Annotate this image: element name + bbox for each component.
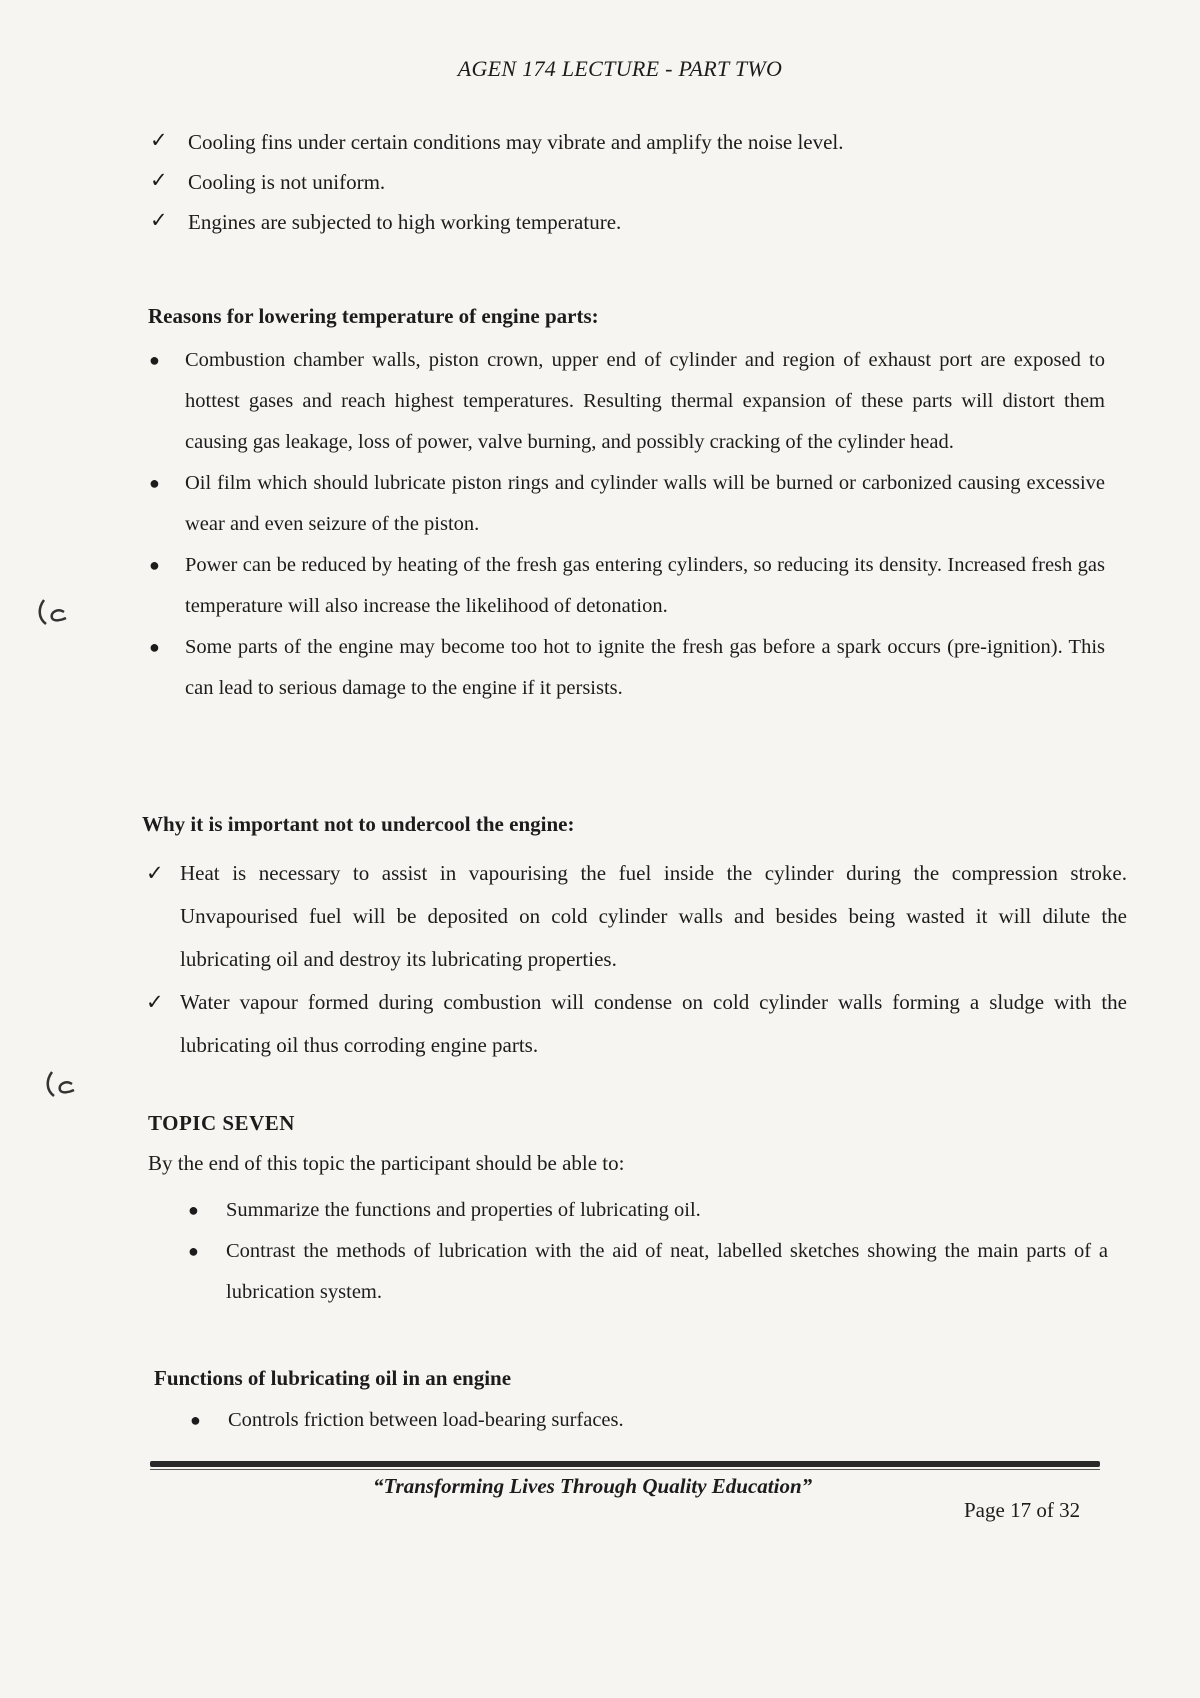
bullet-icon: ● [188,1200,199,1220]
list-item: ✓ Engines are subjected to high working temperature. [150,208,622,234]
topic-intro: By the end of this topic the participant should be able to: [148,1151,625,1175]
checkmark-icon: ✓ [150,208,168,232]
margin-annotation-icon [44,1068,84,1104]
checkmark-icon: ✓ [146,990,164,1014]
topic-title: TOPIC SEVEN [148,1111,295,1135]
list-item: ✓ Water vapour formed during combustion will condense on cold cylinder walls forming a sludge with the lubricating oil thus corroding engine parts. [142,981,1127,1067]
undercool-heading: Why it is important not to undercool the engine: [142,812,575,836]
list-item: ✓ Cooling is not uniform. [150,168,386,194]
functions-heading: Functions of lubricating oil in an engine [154,1366,512,1390]
reasons-heading: Reasons for lowering temperature of engine parts: [148,304,599,328]
footer-rule-thin [150,1469,1100,1470]
page-number: Page 17 of 32 [964,1498,1081,1522]
footer-motto: “Transforming Lives Through Quality Education” [373,1474,813,1498]
footer-rule [150,1461,1100,1467]
functions-list [190,1400,1090,1441]
undercool-list [142,852,1127,1067]
list-item: ● Power can be reduced by heating of the fresh gas entering cylinders, so reducing its density. Increased fresh gas temperature will also increase the likelihood of detonation. [147,545,1105,627]
bullet-icon: ● [149,350,160,370]
list-item: ● Contrast the methods of lubrication with the aid of neat, labelled sketches showing the main parts of a lubrication system. [188,1231,1108,1313]
objectives-list [188,1190,1108,1313]
disadvantages-list [150,128,1140,248]
list-item: ● Controls friction between load-bearing surfaces. [190,1400,1090,1441]
list-item: ● Summarize the functions and properties of lubricating oil. [188,1190,1108,1231]
checkmark-icon: ✓ [150,128,168,152]
bullet-icon: ● [149,555,160,575]
reasons-list [147,340,1105,709]
bullet-icon: ● [149,637,160,657]
bullet-icon: ● [149,473,160,493]
bullet-icon: ● [190,1410,201,1430]
checkmark-icon: ✓ [146,861,164,885]
list-item: ● Combustion chamber walls, piston crown, upper end of cylinder and region of exhaust port are exposed to hottest gases and reach highest temperatures. Resulting thermal expansion of these parts will distort them causing gas leakage, loss of power, valve burning, and possibly cracking of the cylinder head. [147,340,1105,463]
list-item: ✓ Heat is necessary to assist in vapourising the fuel inside the cylinder during the compression stroke. Unvapourised fuel will be deposited on cold cylinder walls and besides being wasted it will dilute the lubricating oil and destroy its lubricating properties. [142,852,1127,981]
list-item: ● Some parts of the engine may become too hot to ignite the fresh gas before a spark occurs (pre-ignition). This can lead to serious damage to the engine if it persists. [147,627,1105,709]
bullet-icon: ● [188,1241,199,1261]
page-header: AGEN 174 LECTURE - PART TWO [457,56,783,81]
checkmark-icon: ✓ [150,168,168,192]
list-item: ● Oil film which should lubricate piston rings and cylinder walls will be burned or carbonized causing excessive wear and even seizure of the piston. [147,463,1105,545]
margin-annotation-icon [36,596,76,632]
list-item: ✓ Cooling fins under certain conditions may vibrate and amplify the noise level. [150,128,844,154]
